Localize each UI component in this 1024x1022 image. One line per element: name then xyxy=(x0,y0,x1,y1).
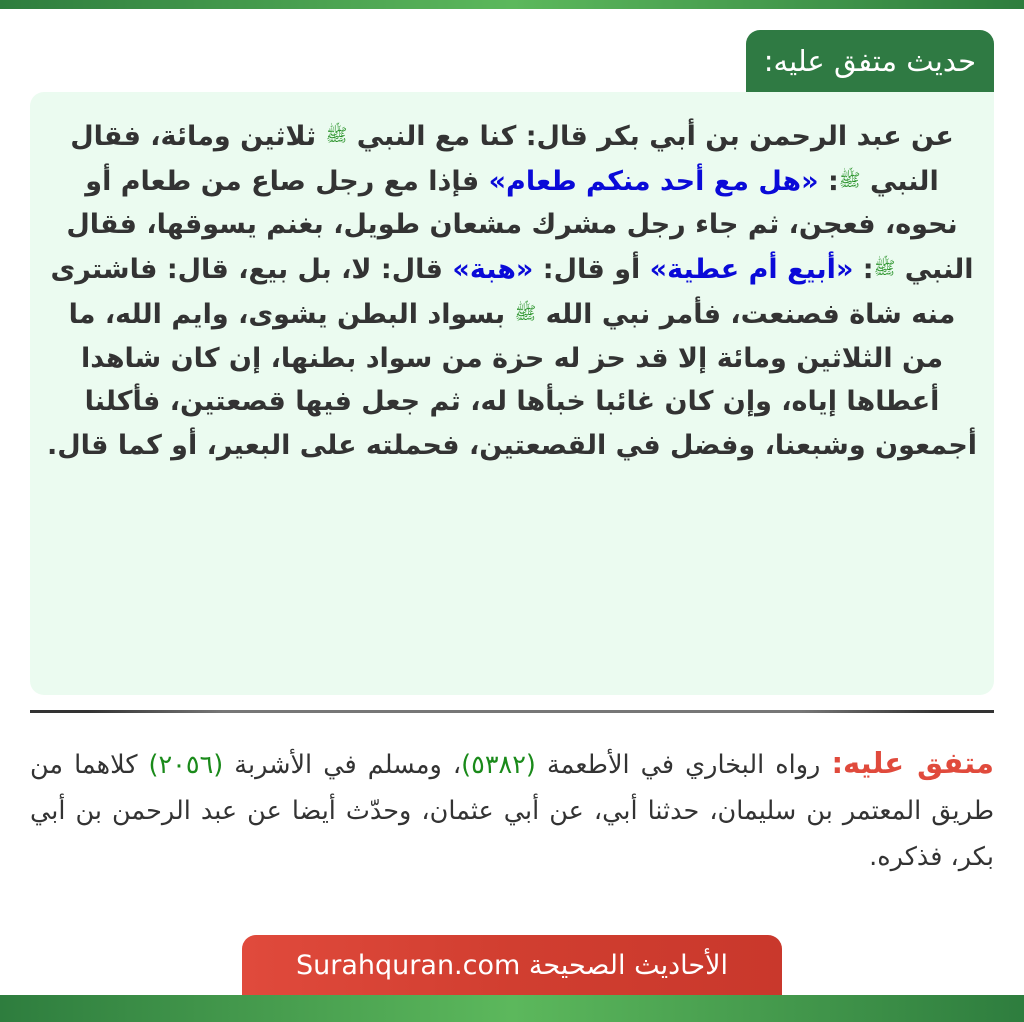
hadith-title-tab xyxy=(746,30,994,92)
muslim-reference: (٢٠٥٦) xyxy=(148,750,224,780)
bukhari-reference: (٥٣٨٢) xyxy=(461,750,536,780)
takhrij-text: رواه البخاري في الأطعمة xyxy=(535,750,832,780)
hadith-text: بسواد البطن يشوى، وايم الله، ما من الثلاثين ومائة إلا قد حز له حزة من سواد بطنها، إن كان شاهدا أعطاها إياه، وإن كان غائبا خبأها له، ثم جعل فيها قصعتين، فأكلنا أجمعون وشبعنا، وفضل في القصعتين، فحملته على البعير، أو كما قال. xyxy=(46,298,978,461)
bottom-decorative-bar xyxy=(0,995,1024,1022)
section-divider xyxy=(30,710,994,713)
prophet-quote: «هل مع أحد منكم طعام» xyxy=(488,165,819,197)
source-badge-label: الأحاديث الصحيحة Surahquran.com xyxy=(296,950,728,981)
takhrij-paragraph xyxy=(30,740,994,880)
top-decorative-bar xyxy=(0,0,1024,9)
hadith-title: حديث متفق عليه: xyxy=(763,44,976,78)
salawat-icon: ﷺ xyxy=(838,169,861,191)
hadith-text: ثلاثين ومائة، فقال النبي xyxy=(70,121,939,197)
prophet-quote: «أبيع أم عطية» xyxy=(649,254,854,286)
hadith-text: قال: لا، بل بيع، قال: فاشترى منه شاة فصنعت، فأمر نبي الله xyxy=(50,254,956,330)
takhrij-text: كلاهما من طريق المعتمر بن سليمان، حدثنا أبي، عن أبي عثمان، وحدّث أيضا عن عبد الرحمن بن أبي بكر، فذكره. xyxy=(30,750,994,872)
hadith-text: أو قال: xyxy=(533,254,650,286)
hadith-text: : xyxy=(853,254,874,286)
takhrij-label: متفق عليه: xyxy=(831,746,994,780)
salawat-icon: ﷺ xyxy=(325,125,348,146)
takhrij-text: ، ومسلم في الأشربة xyxy=(223,750,462,780)
source-badge[interactable] xyxy=(242,935,782,995)
hadith-text-box xyxy=(30,92,994,695)
salawat-icon: ﷺ xyxy=(514,302,537,324)
hadith-text: عن عبد الرحمن بن أبي بكر قال: كنا مع النبي xyxy=(347,121,954,152)
hadith-text: فإذا مع رجل صاع من طعام أو نحوه، فعجن، ثم جاء رجل مشرك مشعان طويل، بغنم يسوقها، فقال النبي xyxy=(66,165,974,286)
hadith-text: : xyxy=(818,165,839,197)
salawat-icon: ﷺ xyxy=(873,258,896,280)
prophet-quote: «هبة» xyxy=(452,254,534,286)
